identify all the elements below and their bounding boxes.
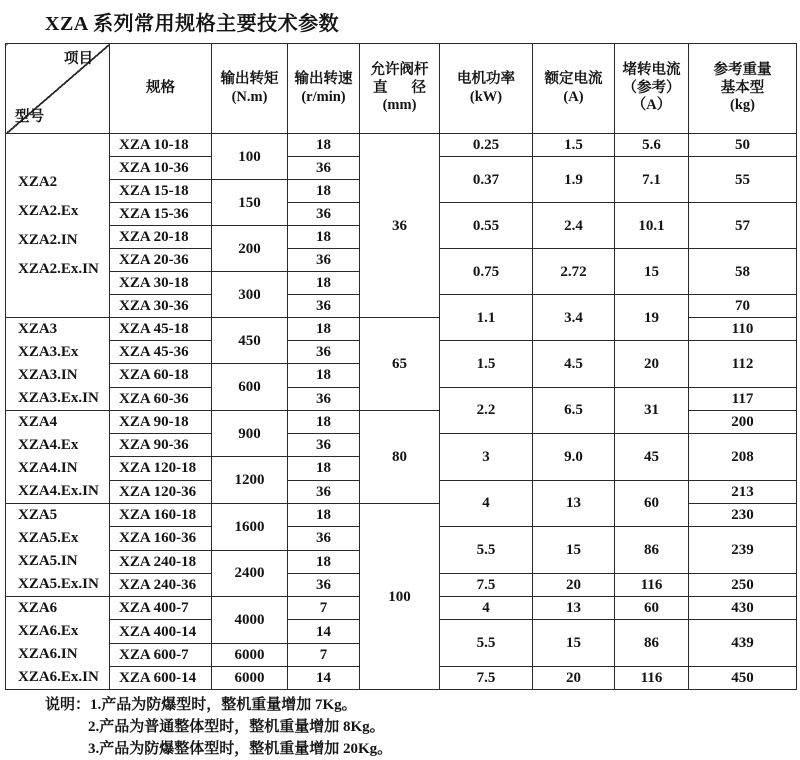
speed-cell: 36: [288, 527, 360, 551]
speed-cell: 18: [288, 226, 360, 249]
reference-weight-cell: 57: [689, 203, 797, 249]
reference-weight-cell: 430: [689, 597, 797, 620]
torque-cell: 150: [212, 180, 288, 226]
motor-power-cell: 0.75: [440, 249, 533, 295]
stall-current-cell: 86: [615, 527, 689, 574]
model-label: XZA3.Ex.IN: [18, 390, 99, 406]
model-label: XZA6: [18, 600, 58, 616]
speed-cell: 18: [288, 550, 360, 574]
model-label: XZA4.Ex.IN: [18, 483, 99, 499]
torque-cell: 2400: [212, 550, 288, 597]
rated-current-cell: 15: [533, 620, 615, 667]
motor-power-cell: 0.37: [440, 157, 533, 203]
header-stem-diameter: 允许阀杆 直 径 (mm): [360, 44, 440, 134]
spec-cell: XZA 240-36: [110, 574, 212, 597]
motor-power-cell: 0.55: [440, 203, 533, 249]
torque-cell: 600: [212, 364, 288, 411]
model-label: XZA2.IN: [18, 231, 78, 248]
motor-power-cell: 5.5: [440, 527, 533, 574]
stall-current-cell: 10.1: [615, 203, 689, 249]
stall-current-cell: 19: [615, 295, 689, 341]
motor-power-cell: 4: [440, 480, 533, 526]
spec-cell: XZA 600-14: [110, 667, 212, 690]
reference-weight-cell: 117: [689, 387, 797, 410]
model-group-cell: [6, 597, 110, 690]
model-label: XZA5.Ex: [18, 530, 79, 546]
speed-cell: 18: [288, 411, 360, 434]
model-label: XZA5.Ex.IN: [18, 576, 99, 592]
stem-diameter-cell: 100: [360, 504, 440, 690]
model-group-cell: [6, 411, 110, 504]
speed-cell: 14: [288, 620, 360, 644]
reference-weight-cell: 239: [689, 527, 797, 574]
speed-cell: 36: [288, 249, 360, 272]
torque-cell: 900: [212, 411, 288, 457]
reference-weight-cell: 70: [689, 295, 797, 318]
model-group-cell: [6, 134, 110, 318]
torque-cell: 4000: [212, 597, 288, 644]
motor-power-cell: 4: [440, 597, 533, 620]
page-title: XZA 系列常用规格主要技术参数: [45, 13, 340, 35]
spec-cell: XZA 15-36: [110, 203, 212, 226]
stall-current-cell: 15: [615, 249, 689, 295]
rated-current-cell: 4.5: [533, 341, 615, 388]
model-label: XZA3: [18, 321, 58, 337]
torque-cell: 200: [212, 226, 288, 272]
rated-current-cell: 3.4: [533, 295, 615, 341]
stall-current-cell: 7.1: [615, 157, 689, 203]
stem-diameter-cell: 36: [360, 134, 440, 318]
corner-label-model: 型号: [15, 108, 44, 125]
spec-cell: XZA 160-18: [110, 504, 212, 527]
model-label: XZA4.IN: [18, 460, 78, 476]
speed-cell: 36: [288, 480, 360, 503]
spec-cell: XZA 90-36: [110, 434, 212, 457]
reference-weight-cell: 112: [689, 341, 797, 388]
spec-cell: XZA 10-36: [110, 157, 212, 180]
spec-cell: XZA 45-18: [110, 318, 212, 341]
rated-current-cell: 13: [533, 480, 615, 526]
speed-cell: 36: [288, 574, 360, 597]
torque-cell: 1200: [212, 457, 288, 504]
speed-cell: 36: [288, 341, 360, 364]
reference-weight-cell: 230: [689, 504, 797, 527]
model-label: XZA6.Ex: [18, 623, 79, 639]
header-rated-current: 额定电流 (A): [533, 44, 615, 134]
reference-weight-cell: 200: [689, 411, 797, 434]
table-body: [6, 134, 797, 690]
stall-current-cell: 20: [615, 341, 689, 388]
model-label: XZA3.IN: [18, 367, 78, 383]
torque-cell: 450: [212, 318, 288, 364]
speed-cell: 36: [288, 295, 360, 318]
stall-current-cell: 45: [615, 434, 689, 481]
spec-cell: XZA 20-18: [110, 226, 212, 249]
stall-current-cell: 116: [615, 667, 689, 690]
model-label: XZA5.IN: [18, 553, 78, 569]
rated-current-cell: 6.5: [533, 387, 615, 433]
rated-current-cell: 2.72: [533, 249, 615, 295]
spec-table: [5, 43, 797, 690]
spec-cell: XZA 45-36: [110, 341, 212, 364]
reference-weight-cell: 208: [689, 434, 797, 481]
spec-cell: XZA 240-18: [110, 550, 212, 574]
stall-current-cell: 86: [615, 620, 689, 667]
model-label: XZA3.Ex: [18, 344, 79, 360]
torque-cell: 6000: [212, 644, 288, 667]
motor-power-cell: 7.5: [440, 667, 533, 690]
reference-weight-cell: 250: [689, 574, 797, 597]
stall-current-cell: 60: [615, 597, 689, 620]
torque-cell: 100: [212, 134, 288, 180]
torque-cell: 1600: [212, 504, 288, 551]
stall-current-cell: 31: [615, 387, 689, 433]
reference-weight-cell: 55: [689, 157, 797, 203]
speed-cell: 18: [288, 318, 360, 341]
table-row: [6, 134, 797, 157]
model-label: XZA6.Ex.IN: [18, 669, 99, 685]
reference-weight-cell: 439: [689, 620, 797, 667]
speed-cell: 36: [288, 434, 360, 457]
model-label: XZA2.Ex.IN: [18, 260, 99, 277]
spec-cell: XZA 160-36: [110, 527, 212, 551]
motor-power-cell: 5.5: [440, 620, 533, 667]
note-line: 3.产品为防爆整体型时，整机重量增加 20Kg。: [88, 741, 393, 757]
speed-cell: 14: [288, 667, 360, 690]
spec-cell: XZA 120-36: [110, 480, 212, 503]
rated-current-cell: 20: [533, 574, 615, 597]
model-label: XZA4: [18, 414, 58, 430]
rated-current-cell: 1.9: [533, 157, 615, 203]
spec-cell: XZA 90-18: [110, 411, 212, 434]
reference-weight-cell: 110: [689, 318, 797, 341]
corner-label-item: 项目: [64, 51, 93, 67]
corner-cell: [6, 44, 110, 134]
spec-cell: XZA 60-36: [110, 387, 212, 410]
stem-diameter-cell: 80: [360, 411, 440, 504]
speed-cell: 18: [288, 180, 360, 203]
stem-diameter-cell: 65: [360, 318, 440, 411]
model-label: XZA4.Ex: [18, 437, 79, 453]
stall-current-cell: 5.6: [615, 134, 689, 157]
speed-cell: 7: [288, 644, 360, 667]
motor-power-cell: 0.25: [440, 134, 533, 157]
speed-cell: 18: [288, 134, 360, 157]
model-group-cell: [6, 318, 110, 411]
header-reference-weight: 参考重量 基本型 (kg): [689, 44, 797, 134]
torque-cell: 300: [212, 272, 288, 318]
rated-current-cell: 9.0: [533, 434, 615, 481]
header-spec-label: 规格: [146, 79, 175, 96]
reference-weight-cell: 50: [689, 134, 797, 157]
rated-current-cell: 15: [533, 527, 615, 574]
spec-cell: XZA 60-18: [110, 364, 212, 387]
spec-cell: XZA 400-7: [110, 597, 212, 620]
header-stall-current: 堵转电流 （参考） （A）: [615, 44, 689, 134]
spec-cell: XZA 20-36: [110, 249, 212, 272]
motor-power-cell: 3: [440, 434, 533, 481]
model-group-cell: [6, 504, 110, 597]
reference-weight-cell: 58: [689, 249, 797, 295]
spec-cell: XZA 30-36: [110, 295, 212, 318]
notes-label: 说明：: [45, 697, 91, 713]
model-label: XZA5: [18, 507, 58, 523]
model-label: XZA6.IN: [18, 646, 78, 662]
spec-cell: XZA 15-18: [110, 180, 212, 203]
rated-current-cell: 2.4: [533, 203, 615, 249]
rated-current-cell: 13: [533, 597, 615, 620]
table-header: [6, 44, 797, 134]
header-torque: 输出转矩 (N.m): [212, 44, 288, 134]
note-text: 1.产品为防爆型时，整机重量增加 7Kg。: [90, 697, 357, 713]
speed-cell: 18: [288, 364, 360, 387]
note-line: [0, 694, 800, 716]
spec-cell: XZA 10-18: [110, 134, 212, 157]
motor-power-cell: 2.2: [440, 387, 533, 433]
speed-cell: 18: [288, 272, 360, 295]
spec-cell: XZA 600-7: [110, 644, 212, 667]
motor-power-cell: 7.5: [440, 574, 533, 597]
note-line: 2.产品为普通整体型时，整机重量增加 8Kg。: [88, 719, 385, 735]
speed-cell: 7: [288, 597, 360, 620]
spec-cell: XZA 120-18: [110, 457, 212, 480]
spec-cell: XZA 400-14: [110, 620, 212, 644]
reference-weight-cell: 213: [689, 480, 797, 503]
reference-weight-cell: 450: [689, 667, 797, 690]
stall-current-cell: 60: [615, 480, 689, 526]
model-label: XZA2.Ex: [18, 202, 79, 219]
spec-cell: XZA 30-18: [110, 272, 212, 295]
header-motor-power: 电机功率 (kW): [440, 44, 533, 134]
rated-current-cell: 1.5: [533, 134, 615, 157]
rated-current-cell: 20: [533, 667, 615, 690]
torque-cell: 6000: [212, 667, 288, 690]
model-label: XZA2: [18, 173, 58, 190]
header-speed: 输出转速 (r/min): [288, 44, 360, 134]
motor-power-cell: 1.1: [440, 295, 533, 341]
speed-cell: 18: [288, 504, 360, 527]
motor-power-cell: 1.5: [440, 341, 533, 388]
notes-section: [0, 694, 800, 760]
speed-cell: 18: [288, 457, 360, 480]
speed-cell: 36: [288, 387, 360, 410]
header-row: [6, 44, 797, 134]
speed-cell: 36: [288, 203, 360, 226]
stall-current-cell: 116: [615, 574, 689, 597]
header-spec: [110, 44, 212, 134]
speed-cell: 36: [288, 157, 360, 180]
